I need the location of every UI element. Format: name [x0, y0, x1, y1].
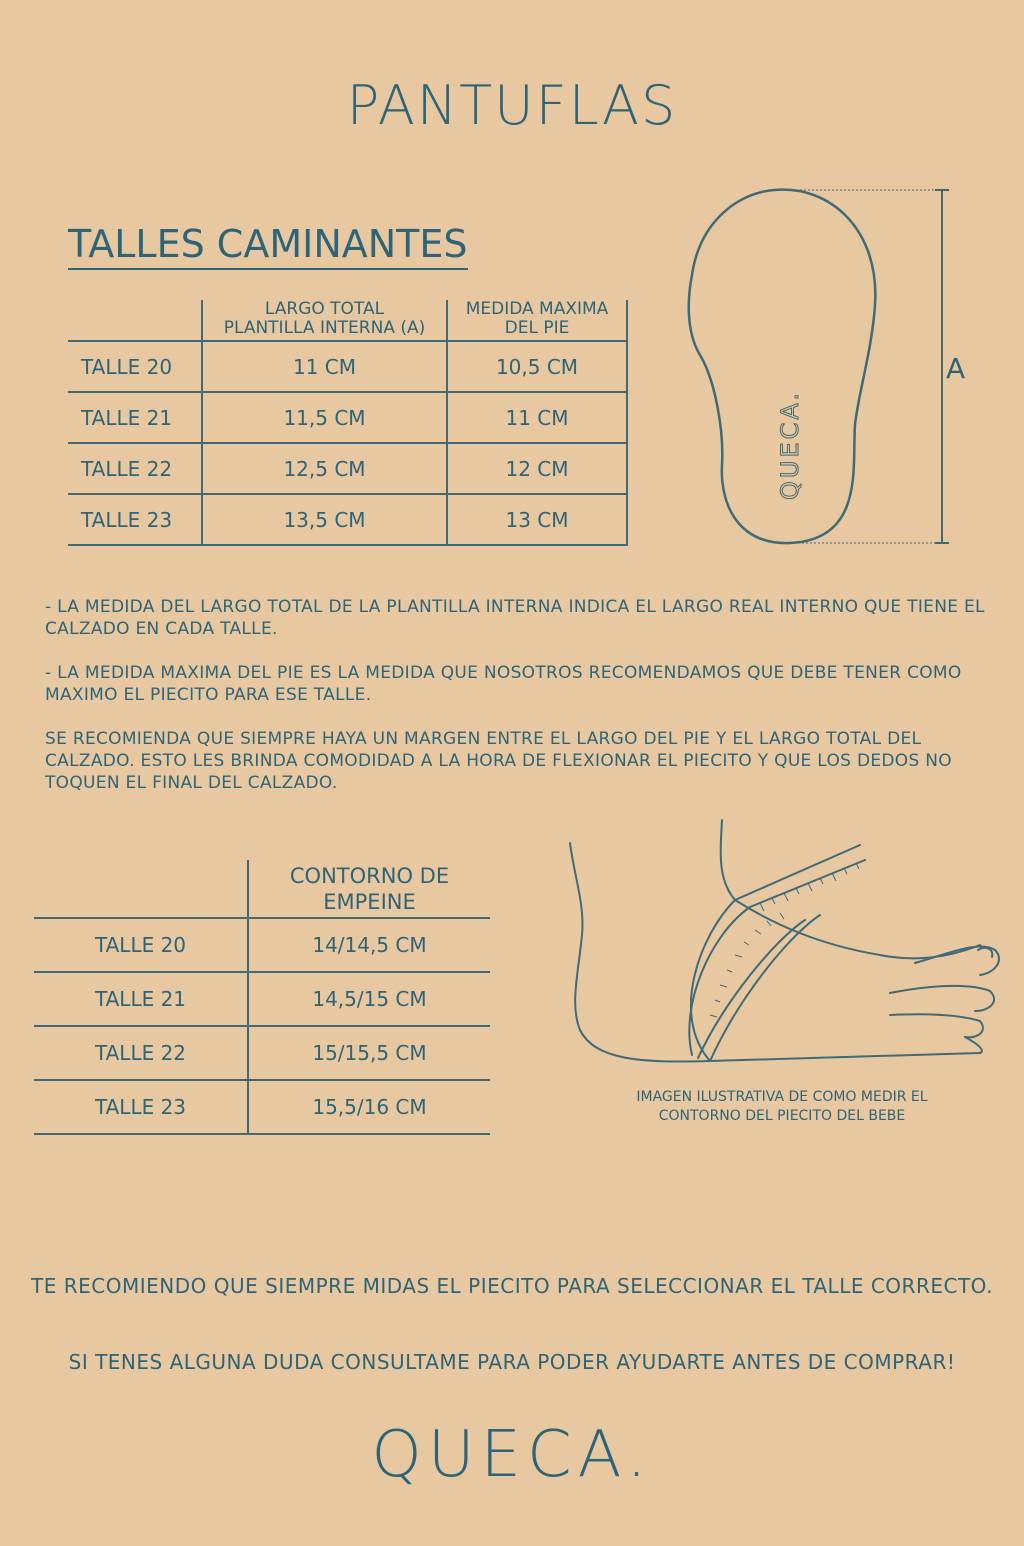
header-line: CONTORNO DE — [289, 864, 450, 888]
page-title: PANTUFLAS — [346, 74, 678, 137]
max-foot-length: 12 CM — [447, 443, 627, 494]
foot-measure-illustration — [560, 815, 1020, 1075]
table-row — [68, 494, 627, 545]
header-line: DEL PIE — [504, 318, 570, 338]
tape-tick — [808, 883, 812, 891]
max-foot-length: 13 CM — [447, 494, 627, 545]
insole-length: 12,5 CM — [202, 443, 447, 494]
leg-back — [570, 843, 980, 1061]
header-line: LARGO TOTAL — [264, 299, 385, 319]
size-label: TALLE 21 — [68, 392, 202, 443]
table-row — [68, 392, 627, 443]
table-header-cell — [447, 300, 627, 341]
size-label: TALLE 22 — [68, 443, 202, 494]
tape-tick — [760, 903, 764, 911]
tape-tick — [796, 888, 799, 894]
insole-brand-text: QUECA. — [776, 389, 804, 500]
insole-length: 11,5 CM — [202, 392, 447, 443]
size-label: TALLE 23 — [68, 494, 202, 545]
table-row — [68, 443, 627, 494]
toe-2 — [890, 986, 994, 1011]
insole-illustration — [680, 180, 1020, 560]
table-header-cell — [248, 860, 490, 918]
table-row — [34, 1026, 490, 1080]
toenail — [978, 948, 992, 957]
brand-logo: QUECA. — [371, 1418, 653, 1492]
tape-tick — [755, 930, 761, 934]
header-line: MEDIDA MAXIMA — [465, 299, 609, 319]
table-row — [68, 341, 627, 392]
size-label: TALLE 20 — [34, 918, 248, 972]
instep-contour: 15,5/16 CM — [248, 1080, 490, 1134]
tape-tick — [784, 893, 788, 901]
leg-front — [721, 820, 735, 900]
table-header-cell — [68, 300, 202, 341]
insole-length: 11 CM — [202, 341, 447, 392]
tape-tick — [772, 898, 775, 904]
max-foot-length: 10,5 CM — [447, 341, 627, 392]
recommendation-text: SI TENES ALGUNA DUDA CONSULTAME PARA PODER AYUDARTE ANTES DE COMPRAR! — [68, 1350, 956, 1374]
tape-tick — [715, 1000, 720, 1002]
toe-big — [915, 946, 999, 975]
table-header-row — [68, 300, 627, 341]
tape-tick — [710, 1015, 717, 1017]
tape-tick — [744, 942, 749, 945]
toe-3 — [890, 1014, 983, 1037]
table-header-row — [34, 860, 490, 918]
sole-front — [965, 1037, 982, 1053]
note-paragraph: - LA MEDIDA MAXIMA DEL PIE ES LA MEDIDA QUE NOSOTROS RECOMENDAMOS QUE DEBE TENER COMO MAXIMO EL PIECITO PARA ESE TALLE. — [45, 663, 962, 705]
note-paragraph: SE RECOMIENDA QUE SIEMPRE HAYA UN MARGEN ENTRE EL LARGO DEL PIE Y EL LARGO TOTAL DEL CALZADO. ESTO LES BRINDA COMODIDAD A LA HORA DE FLEXIONAR EL PIECITO Y QUE LOS DEDOS NO TOQUEN EL FINAL DEL CALZADO. — [45, 729, 952, 793]
tape-tick — [735, 955, 742, 957]
table-header-cell — [202, 300, 447, 341]
table-row — [34, 1080, 490, 1134]
insole-length: 13,5 CM — [202, 494, 447, 545]
instep-contour: 15/15,5 CM — [248, 1026, 490, 1080]
table-row — [34, 918, 490, 972]
size-label: TALLE 21 — [34, 972, 248, 1026]
tape-tick — [780, 913, 784, 919]
size-label: TALLE 22 — [34, 1026, 248, 1080]
section-title: TALLES CAMINANTES — [68, 222, 468, 270]
instep-contour: 14/14,5 CM — [248, 918, 490, 972]
header-line: PLANTILLA INTERNA (A) — [223, 318, 426, 338]
tape-tick — [720, 985, 727, 987]
tape-tick — [820, 878, 823, 884]
table-row — [34, 972, 490, 1026]
tape-tick — [727, 970, 732, 972]
recommendation-text: TE RECOMIENDO QUE SIEMPRE MIDAS EL PIECITO PARA SELECCIONAR EL TALLE CORRECTO. — [31, 1274, 993, 1298]
tape-wrap — [710, 915, 820, 1061]
header-line: EMPEINE — [323, 890, 416, 914]
tape-tick — [832, 873, 836, 881]
illustration-caption: IMAGEN ILUSTRATIVA DE COMO MEDIR EL CONTORNO DEL PIECITO DEL BEBE — [636, 1089, 928, 1124]
instep-contour: 14,5/15 CM — [248, 972, 490, 1026]
dimension-label: A — [946, 352, 966, 385]
size-label: TALLE 20 — [68, 341, 202, 392]
max-foot-length: 11 CM — [447, 392, 627, 443]
size-table-length — [68, 300, 628, 546]
size-table-instep — [34, 860, 490, 1135]
table-header-cell — [34, 860, 248, 918]
note-paragraph: - LA MEDIDA DEL LARGO TOTAL DE LA PLANTILLA INTERNA INDICA EL LARGO REAL INTERNO QUE TIENE EL CALZADO EN CADA TALLE. — [45, 597, 985, 639]
tape-tick — [767, 921, 771, 926]
notes — [45, 596, 985, 816]
size-label: TALLE 23 — [34, 1080, 248, 1134]
